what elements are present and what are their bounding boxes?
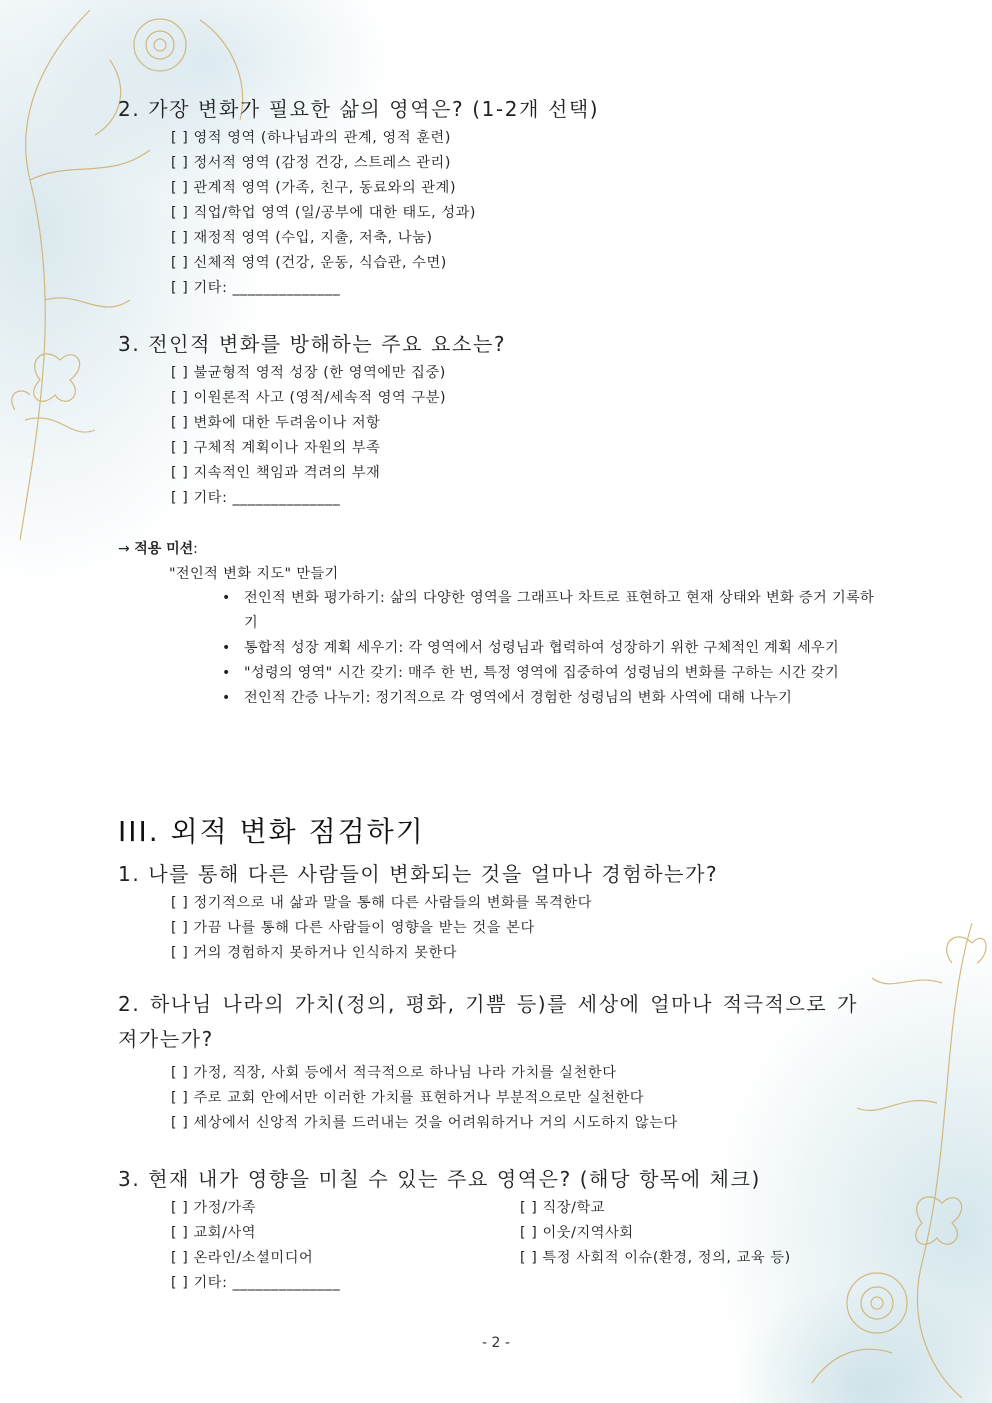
list-item: • 전인적 변화 평가하기: 삶의 다양한 영역을 그래프나 차트로 표현하고 현재 상태와 변화 증거 기록하기 — [222, 586, 874, 636]
p3q3-option-social-issue[interactable]: [ ] 특정 사회적 이슈(환경, 정의, 교육 등) — [520, 1250, 791, 1266]
p3q3-option-other[interactable]: [ ] 기타: ______________ — [171, 1275, 341, 1291]
mission-title: 적용 미션 — [134, 541, 194, 557]
arrow-icon: → — [118, 541, 130, 557]
p3q1-option-3[interactable]: [ ] 거의 경험하지 못하거나 인식하지 못한다 — [171, 945, 458, 961]
list-item: • 통합적 성장 계획 세우기: 각 영역에서 성령님과 협력하여 성장하기 위한 구체적인 계획 세우기 — [222, 636, 874, 661]
bullet-icon: • — [222, 590, 231, 606]
q2-option-1[interactable]: [ ] 영적 영역 (하나님과의 관계, 영적 훈련) — [171, 130, 451, 146]
p3q2-option-1[interactable]: [ ] 가정, 직장, 사회 등에서 적극적으로 하나님 나라 가치를 실천한다 — [171, 1065, 617, 1081]
bullet-icon: • — [222, 665, 231, 681]
p3q3-option-family[interactable]: [ ] 가정/가족 — [171, 1200, 257, 1216]
p3q2-option-2[interactable]: [ ] 주로 교회 안에서만 이러한 가치를 표현하거나 부분적으로만 실천한다 — [171, 1090, 645, 1106]
list-item: • 전인적 간증 나누기: 정기적으로 각 영역에서 경험한 성령님의 변화 사역에 대해 나누기 — [222, 686, 874, 711]
bullet-icon: • — [222, 690, 231, 706]
p3q3-option-work[interactable]: [ ] 직장/학교 — [520, 1200, 606, 1216]
q2-option-4[interactable]: [ ] 직업/학업 영역 (일/공부에 대한 태도, 성과) — [171, 205, 477, 221]
bullet-icon: • — [222, 640, 231, 656]
mission-heading — [118, 538, 198, 558]
p3q3-option-neighbor[interactable]: [ ] 이웃/지역사회 — [520, 1225, 634, 1241]
question-2-heading: 2. 가장 변화가 필요한 삶의 영역은? (1-2개 선택) — [118, 97, 600, 121]
question-3-heading: 3. 전인적 변화를 방해하는 주요 요소는? — [118, 332, 507, 356]
mission-bullet-list — [222, 586, 874, 711]
q3-option-3[interactable]: [ ] 변화에 대한 두려움이나 저항 — [171, 415, 381, 431]
part3-question-2-heading: 2. 하나님 나라의 가치(정의, 평화, 기쁨 등)를 세상에 얼마나 적극적으로 가져가는가? — [118, 992, 858, 1051]
p3q1-option-1[interactable]: [ ] 정기적으로 내 삶과 말을 통해 다른 사람들의 변화를 목격한다 — [171, 895, 592, 911]
p3q2-option-3[interactable]: [ ] 세상에서 신앙적 가치를 드러내는 것을 어려워하거나 거의 시도하지 않는다 — [171, 1115, 678, 1131]
section-iii-title: III. 외적 변화 점검하기 — [118, 815, 425, 848]
q2-option-6[interactable]: [ ] 신체적 영역 (건강, 운동, 식습관, 수면) — [171, 255, 447, 271]
mission-colon: : — [193, 541, 198, 557]
part3-question-3-heading: 3. 현재 내가 영향을 미칠 수 있는 주요 영역은? (해당 항목에 체크) — [118, 1167, 761, 1191]
q2-option-3[interactable]: [ ] 관계적 영역 (가족, 친구, 동료와의 관계) — [171, 180, 457, 196]
page-number: - 2 - — [482, 1335, 510, 1351]
mission-subtitle: "전인적 변화 지도" 만들기 — [169, 566, 339, 582]
q2-option-other[interactable]: [ ] 기타: ______________ — [171, 280, 341, 296]
q2-option-2[interactable]: [ ] 정서적 영역 (감정 건강, 스트레스 관리) — [171, 155, 451, 171]
q3-option-4[interactable]: [ ] 구체적 계획이나 자원의 부족 — [171, 440, 381, 456]
p3q3-option-online[interactable]: [ ] 온라인/소셜미디어 — [171, 1250, 314, 1266]
q3-option-2[interactable]: [ ] 이원론적 사고 (영적/세속적 영역 구분) — [171, 390, 447, 406]
q3-option-1[interactable]: [ ] 불균형적 영적 성장 (한 영역에만 집중) — [171, 365, 446, 381]
list-item: • "성령의 영역" 시간 갖기: 매주 한 번, 특정 영역에 집중하여 성령님의 변화를 구하는 시간 갖기 — [222, 661, 874, 686]
part3-question-1-heading: 1. 나를 통해 다른 사람들이 변화되는 것을 얼마나 경험하는가? — [118, 862, 719, 886]
q3-option-other[interactable]: [ ] 기타: ______________ — [171, 490, 341, 506]
p3q3-option-church[interactable]: [ ] 교회/사역 — [171, 1225, 257, 1241]
p3q1-option-2[interactable]: [ ] 가끔 나를 통해 다른 사람들이 영향을 받는 것을 본다 — [171, 920, 535, 936]
q2-option-5[interactable]: [ ] 재정적 영역 (수입, 지출, 저축, 나눔) — [171, 230, 433, 246]
q3-option-5[interactable]: [ ] 지속적인 책임과 격려의 부재 — [171, 465, 381, 481]
